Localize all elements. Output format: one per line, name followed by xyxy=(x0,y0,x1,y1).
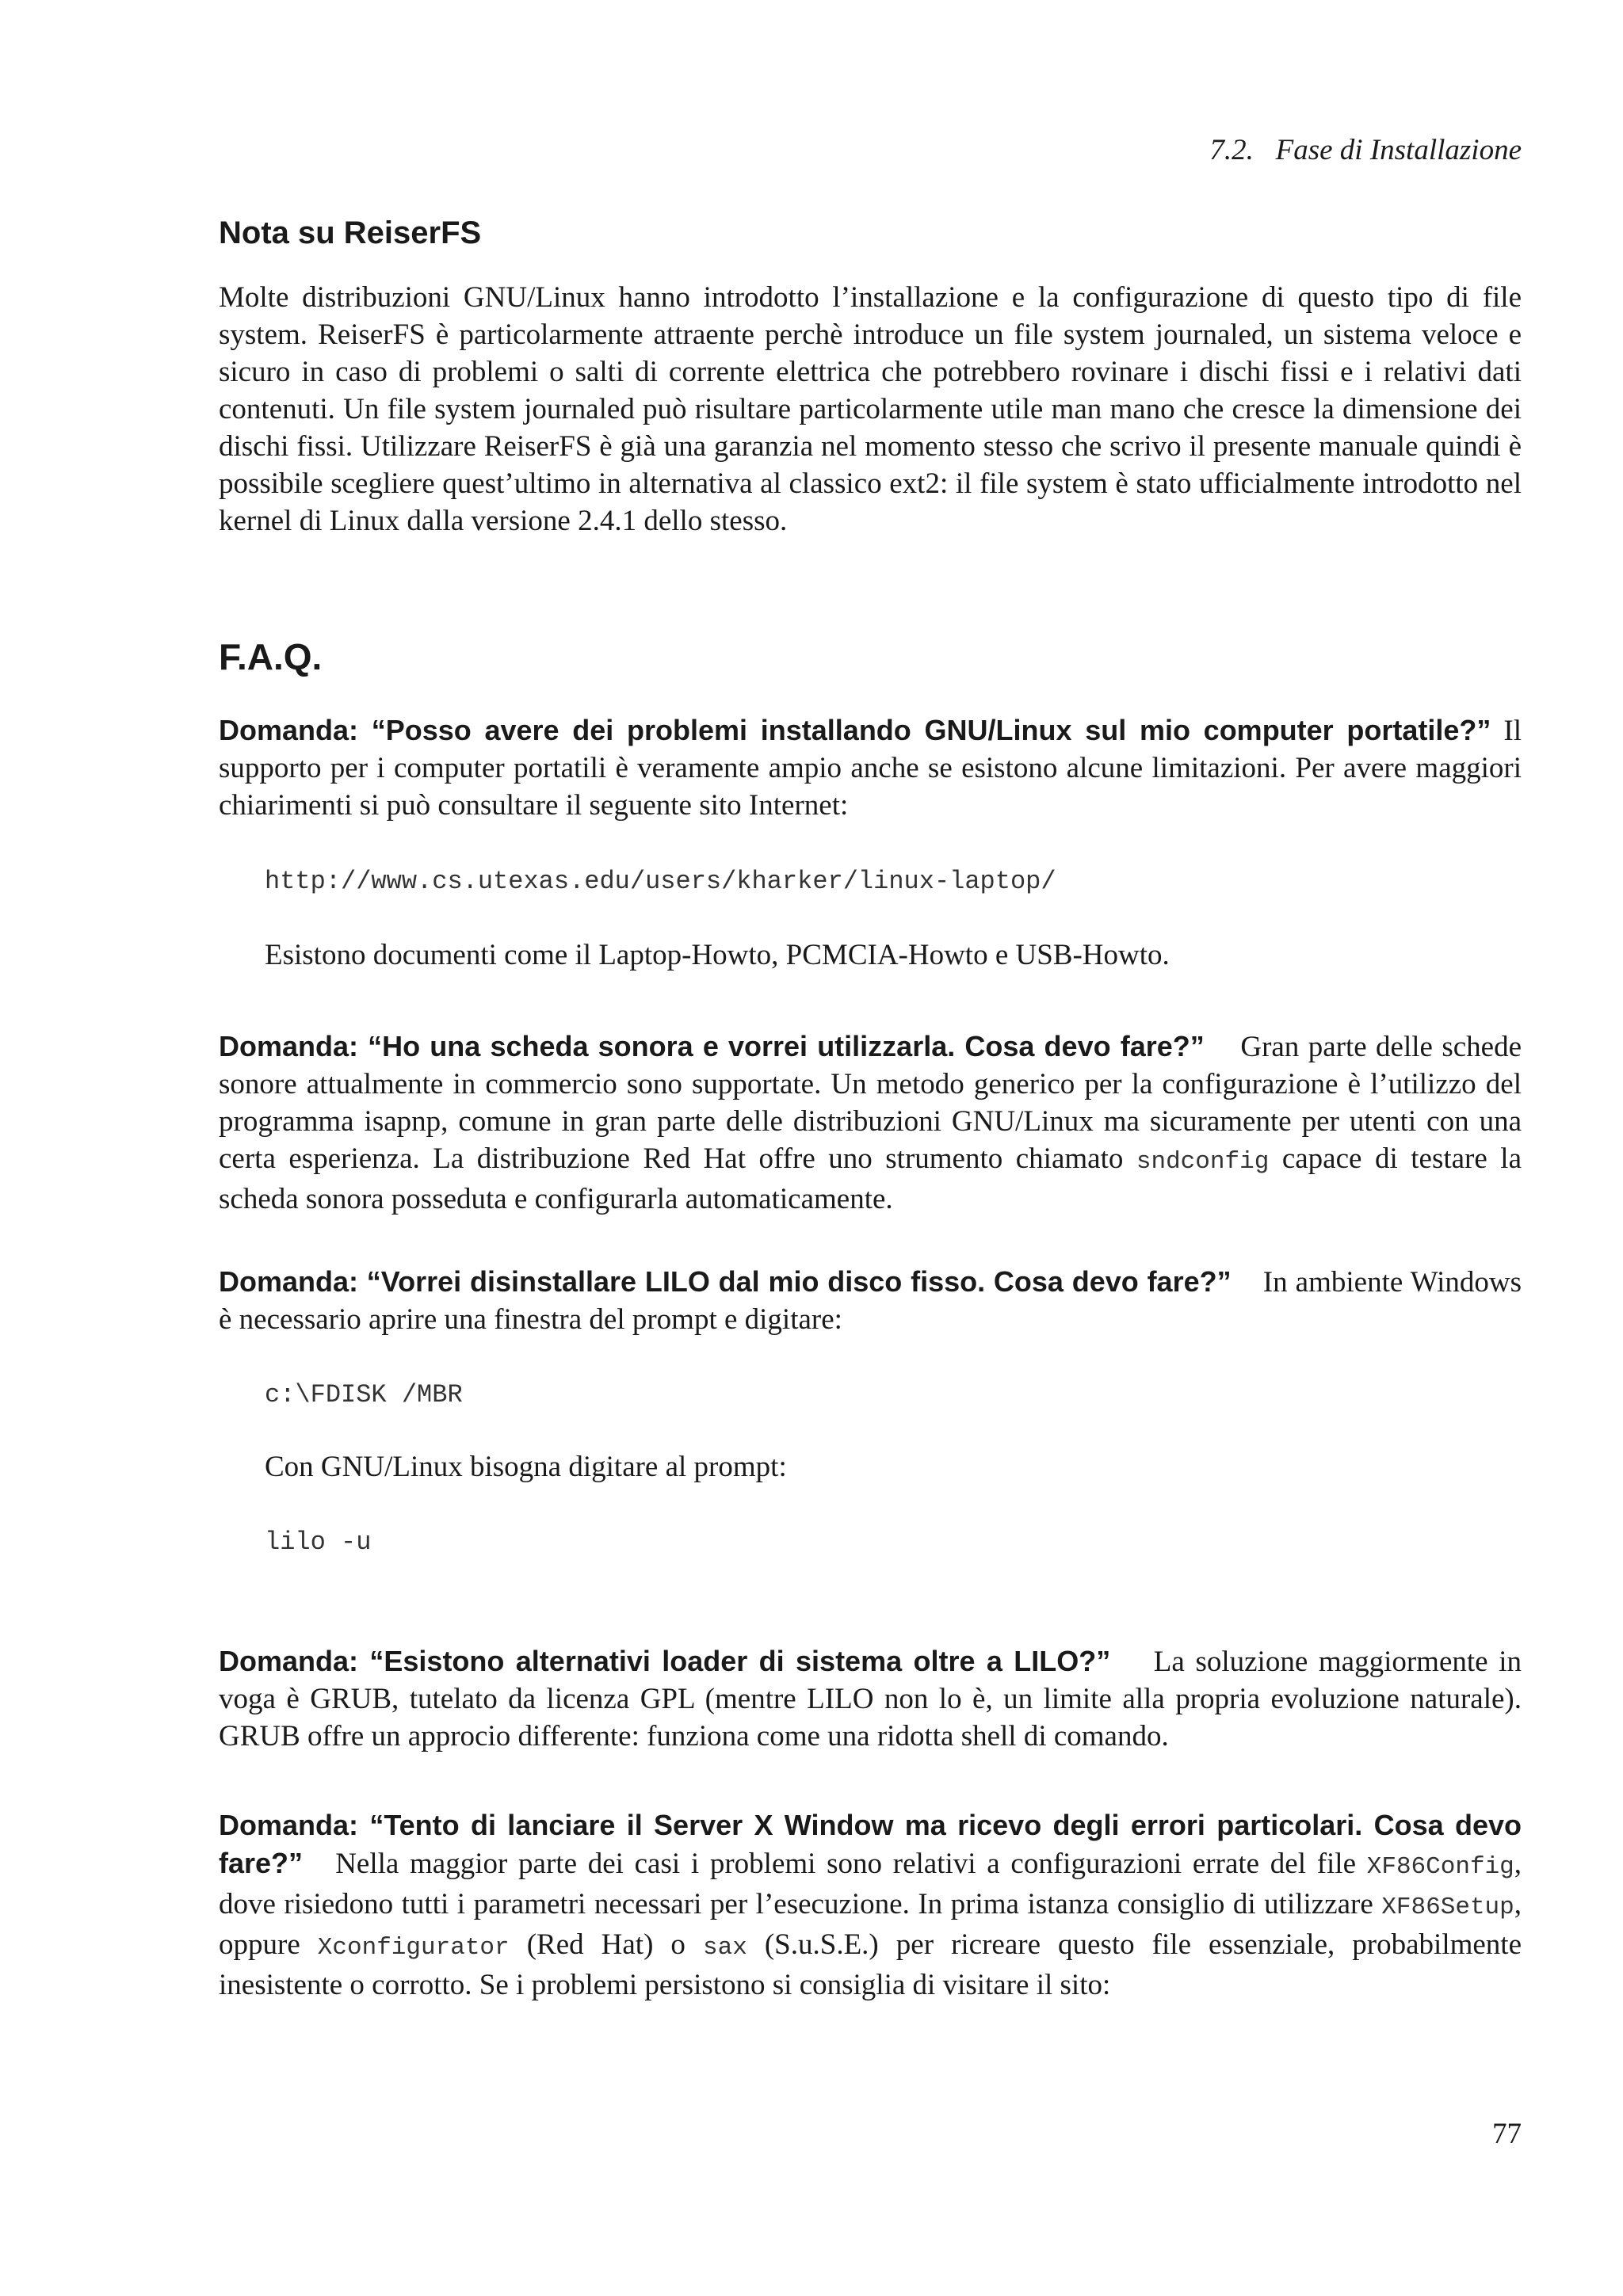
faq-heading: F.A.Q. xyxy=(219,636,323,677)
question-xwindow: Domanda: “Tento di lanciare il Server X Window ma ricevo degli errori particolari. Cosa devo fare?” xyxy=(219,1809,1522,1879)
sndconfig-command: sndconfig xyxy=(1136,1148,1270,1176)
answer-xwindow-part1: Nella maggior parte dei casi i problemi sono relativi a configurazioni errate del file xyxy=(335,1848,1357,1880)
answer-sound-part1: Gran parte delle schede sonore attualmente in commercio sono supportate. Un metodo generico per la configurazione è l’utilizzo del programma isapnp, comune in gran parte delle distribuzioni GNU/Linux ma sicuramente per utenti con una certa esperienza. La distribuzione Red Hat offre uno strumento chiamato xyxy=(219,1031,1522,1175)
lilo-u-command: lilo -u xyxy=(265,1527,372,1557)
xconfigurator-tool: Xconfigurator xyxy=(317,1934,510,1962)
faq-item-loaders xyxy=(219,1642,1522,1755)
answer-laptop: Il supporto per i computer portatili è veramente ampio anche se esistono alcune limitazioni. Per avere maggiori chiarimenti si può consultare il seguente sito Internet: xyxy=(219,715,1522,822)
running-header xyxy=(1209,133,1522,167)
laptop-howto-note: Esistono documenti come il Laptop-Howto, PCMCIA-Howto e USB-Howto. xyxy=(265,939,1170,971)
answer-xwindow-part3: , oppure xyxy=(219,1888,1522,1961)
linux-prompt-intro: Con GNU/Linux bisogna digitare al prompt: xyxy=(265,1451,787,1483)
question-loaders: Domanda: “Esistono alternativi loader di sistema oltre a LILO?” xyxy=(219,1645,1111,1677)
question-lilo-uninstall: Domanda: “Vorrei disinstallare LILO dal mio disco fisso. Cosa devo fare?” xyxy=(219,1265,1232,1298)
fdisk-command: c:\FDISK /MBR xyxy=(265,1380,463,1409)
laptop-url: http://www.cs.utexas.edu/users/kharker/linux-laptop/ xyxy=(265,867,1056,896)
page-number: 77 xyxy=(1492,2118,1522,2150)
question-sound: Domanda: “Ho una scheda sonora e vorrei utilizzarla. Cosa devo fare?” xyxy=(219,1030,1205,1062)
faq-item-sound xyxy=(219,1028,1522,1218)
answer-loaders: La soluzione maggiormente in voga è GRUB, tutelato da licenza GPL (mentre LILO non lo è, un limite alla propria evoluzione naturale). GRUB offre un approcio differente: funziona come una ridotta shell di comando. xyxy=(219,1646,1522,1753)
answer-xwindow-part2: , dove risiedono tutti i parametri necessari per l’esecuzione. In prima istanza consiglio di utilizzare xyxy=(219,1848,1522,1920)
faq-item-xwindow xyxy=(219,1806,1522,2004)
answer-lilo-uninstall: In ambiente Windows è necessario aprire una finestra del prompt e digitare: xyxy=(219,1266,1522,1336)
answer-xwindow-part4: (Red Hat) o xyxy=(526,1928,685,1961)
header-section-title: Fase di Installazione xyxy=(1275,134,1522,166)
answer-xwindow-part5: (S.u.S.E.) per ricreare questo file essenziale, probabilmente inesistente o corrotto. Se i problemi persistono si consiglia di visitare il sito: xyxy=(219,1928,1522,2001)
xf86config-file: XF86Config xyxy=(1366,1853,1514,1881)
question-laptop: Domanda: “Posso avere dei problemi installando GNU/Linux sul mio computer portatile?” xyxy=(219,714,1491,746)
sax-tool: sax xyxy=(702,1934,747,1962)
faq-item-laptop xyxy=(219,711,1522,824)
header-section-number: 7.2. xyxy=(1209,134,1254,166)
faq-item-lilo-uninstall xyxy=(219,1263,1522,1338)
reiserfs-heading: Nota su ReiserFS xyxy=(219,215,482,250)
xf86setup-tool: XF86Setup xyxy=(1381,1894,1514,1921)
answer-sound-part2: capace di testare la scheda sonora posseduta e configurarla automaticamente. xyxy=(219,1142,1522,1215)
reiserfs-paragraph: Molte distribuzioni GNU/Linux hanno introdotto l’installazione e la configurazione di questo tipo di file system. ReiserFS è particolarmente attraente perchè introduce un file system journaled, un sistema veloce e sicuro in caso di problemi o salti di corrente elettrica che potrebbero rovinare i dischi fissi e i relativi dati contenuti. Un file system journaled può risultare particolarmente utile man mano che cresce la dimensione dei dischi fissi. Utilizzare ReiserFS è già una garanzia nel momento stesso che scrivo il presente manuale quindi è possibile scegliere quest’ultimo in alternativa al classico ext2: il file system è stato ufficialmente introdotto nel kernel di Linux dalla versione 2.4.1 dello stesso. xyxy=(219,281,1522,537)
